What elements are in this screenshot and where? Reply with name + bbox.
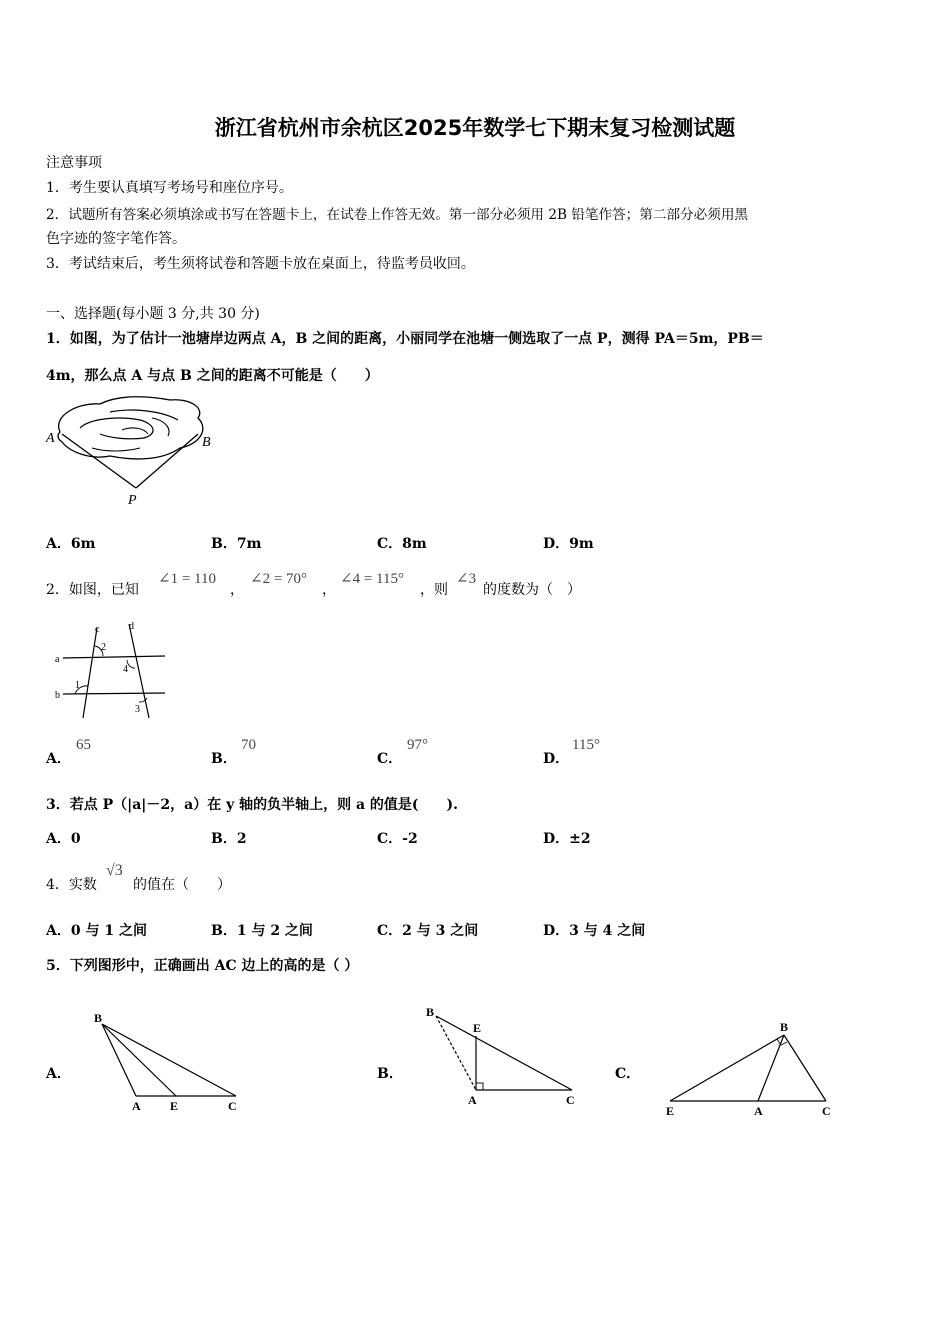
q2-label-d: d [129,621,134,632]
q2-mid: ，则 [420,582,448,598]
q5c-label-e: E [666,1104,675,1118]
q5c-label-a: A [754,1104,763,1118]
notice-heading: 注意事项 [46,155,102,171]
q5a-label-c: C [228,1099,237,1113]
q4-option-b[interactable]: B．1 与 2 之间 [211,923,313,939]
q2-angle2: ∠2 = 70° [250,571,308,587]
q3-stem: 3．若点 P（|a|－2，a）在 y 轴的负半轴上，则 a 的值是( ). [46,797,459,813]
q3-option-d[interactable]: D．±2 [543,831,591,847]
q2-label-4: 4 [123,664,128,675]
q5-figure-b [420,1000,590,1110]
q1-stem-line1: 1．如图，为了估计一池塘岸边两点 A，B 之间的距离，小丽同学在池塘一侧选取了一点 P，测得 PA＝5m，PB＝ [46,331,764,347]
q1-label-b: B [202,435,211,450]
q2-parallel-lines-figure [55,620,175,720]
notice-item: 3．考试结束后，考生须将试卷和答题卡放在桌面上，待监考员收回。 [46,256,475,272]
q3-option-c[interactable]: C．-2 [377,831,418,847]
q5a-label-a: A [132,1099,141,1113]
q2-label-a: a [55,654,60,665]
q2-stem-prefix: 2．如图，已知 [46,582,139,598]
q1-option-b[interactable]: B．7m [211,536,262,552]
q5-figure-a [90,1008,250,1118]
q2-option-c-letter[interactable]: C． [377,751,403,767]
q5b-label-e: E [473,1021,482,1035]
q1-label-p: P [128,493,137,508]
q5c-label-c: C [822,1104,831,1118]
q5-stem: 5．下列图形中，正确画出 AC 边上的高的是（ ） [46,958,359,974]
q1-option-c[interactable]: C．8m [377,536,427,552]
q5b-label-b: B [426,1005,435,1019]
q1-stem-line2: 4m，那么点 A 与点 B 之间的距离不可能是（ ） [46,368,379,384]
q2-label-c: c [95,624,100,635]
q2-label-3: 3 [135,704,140,715]
q5a-label-e: E [170,1099,179,1113]
q5-option-a-letter[interactable]: A． [46,1066,71,1082]
q1-pond-figure [40,390,230,510]
q4-option-d[interactable]: D．3 与 4 之间 [543,923,646,939]
q5-option-b-letter[interactable]: B． [377,1066,403,1082]
q2-stem-suffix: 的度数为（ ） [483,582,581,598]
q2-option-a-value: 65 [76,737,91,753]
q2-angle4: ∠4 = 115° [340,571,404,587]
notice-item: 1．考生要认真填写考场号和座位序号。 [46,180,293,196]
q3-option-b[interactable]: B．2 [211,831,247,847]
q5b-label-c: C [566,1093,575,1107]
q2-label-2: 2 [101,642,106,653]
q2-option-a-letter[interactable]: A． [46,751,71,767]
q1-label-a: A [46,431,55,446]
q5b-label-a: A [468,1093,477,1107]
q2-option-c-value: 97° [407,737,428,753]
q2-angle3: ∠3 [456,571,477,587]
q2-option-d-value: 115° [572,737,600,753]
q2-option-d-letter[interactable]: D． [543,751,570,767]
q2-sep2: ， [322,582,336,598]
page-title: 浙江省杭州市余杭区2025年数学七下期末复习检测试题 [214,116,736,140]
q2-angle1: ∠1 = 110 [158,571,216,587]
q2-sep1: ， [230,582,244,598]
q4-radical: √3 [106,862,123,879]
q2-label-1: 1 [75,680,80,691]
q5-figure-c [660,1015,840,1125]
q5a-label-b: B [94,1011,103,1025]
q5c-label-b: B [780,1020,789,1034]
q4-stem-suffix: 的值在（ ） [133,877,231,893]
q4-option-c[interactable]: C．2 与 3 之间 [377,923,479,939]
notice-item: 2．试题所有答案必须填涂或书写在答题卡上，在试卷上作答无效。第一部分必须用 2B 铅笔作答；第二部分必须用黑 [46,207,749,223]
q2-option-b-letter[interactable]: B． [211,751,237,767]
q3-option-a[interactable]: A．0 [46,831,81,847]
q2-option-b-value: 70 [241,737,256,753]
notice-item: 色字迹的签字笔作答。 [46,231,186,247]
section-heading: 一、选择题(每小题 3 分,共 30 分) [46,306,260,322]
q1-option-d[interactable]: D．9m [543,536,594,552]
q4-stem-prefix: 4．实数 [46,877,97,893]
q4-option-a[interactable]: A．0 与 1 之间 [46,923,147,939]
q1-option-a[interactable]: A．6m [46,536,96,552]
q2-label-b: b [55,690,60,701]
q5-option-c-letter[interactable]: C． [615,1066,641,1082]
